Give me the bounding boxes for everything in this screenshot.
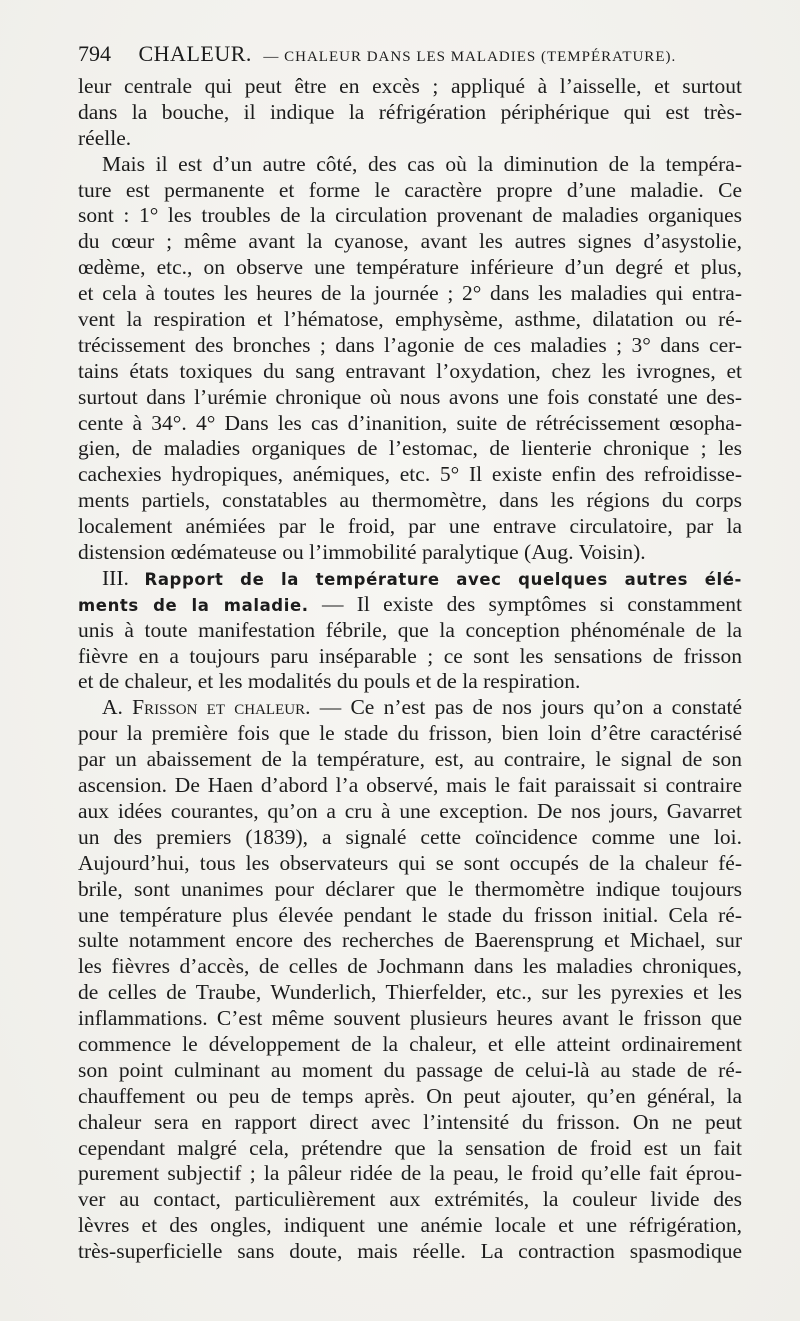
text-line: une température plus élevée pendant le stade du frisson initial. Cela ré- [78,902,742,927]
text-line: les fièvres d’accès, de celles de Jochmann dans les maladies chroniques, [78,954,742,979]
running-subhead: — CHALEUR DANS LES MALADIES (TEMPÉRATURE). [263,49,677,65]
section-title: Rapport de la température avec quelques autres élé- [144,569,742,589]
text-line: tains états toxiques du sang entravant l’oxydation, chez les ivrognes, et [78,358,742,383]
text-line: trécissement des bronches ; dans l’agonie de ces maladies ; 3° dans cer- [78,332,742,357]
text-line: ture est permanente et forme le caractère propre d’une maladie. Ce [78,177,742,202]
text-line: sont : 1° les troubles de la circulation provenant de maladies organiques [78,203,742,228]
text-line: et de chaleur, et les modalités du pouls et de la respiration. [78,669,581,694]
text-line: chauffement ou peu de temps après. On peut ajouter, qu’en général, la [78,1083,742,1108]
running-head: CHALEUR. [138,41,252,66]
subsection-text: — Ce n’est pas de nos jours qu’on a constaté [319,695,743,720]
text-line: Aujourd’hui, tous les observateurs qui se sont occupés de la chaleur fé- [78,850,742,875]
text-line: distension œdémateuse ou l’immobilité paralytique (Aug. Voisin). [78,540,646,565]
section-title-cont: ments de la maladie. [78,595,309,615]
text-line: de celles de Traube, Wunderlich, Thierfelder, etc., sur les pyrexies et les [78,980,742,1005]
text-line: cente à 34°. 4° Dans les cas d’inanition, suite de rétrécissement œsopha- [78,410,742,435]
text-line: aux idées courantes, qu’on a cru à une exception. De nos jours, Gavarret [78,798,742,823]
text-line: lèvres et des ongles, indiquent une anémie locale et une réfrigération, [78,1213,742,1238]
text-line: cependant malgré cela, prétendre que la sensation de froid est un fait [78,1135,742,1160]
section-text: — Il existe des symptômes si constamment [321,591,743,616]
text-line: et cela à toutes les heures de la journée ; 2° dans les maladies qui entra- [78,281,742,306]
text-line: son point culminant au moment du passage de celui-là au stade de ré- [78,1057,742,1082]
text-line: unis à toute manifestation fébrile, que la conception phénoménale de la [78,617,742,642]
text-line: fièvre en a toujours paru inséparable ; ce sont les sensations de frisson [78,643,742,668]
text-line: leur centrale qui peut être en excès ; appliqué à l’aisselle, et surtout [78,74,742,98]
text-line: ascension. De Haen d’abord l’a observé, mais le fait paraissait si contraire [78,773,742,798]
text-line: sulte notamment encore des recherches de Baerensprung et Michael, sur [78,928,742,953]
text-line: inflammations. C’est même souvent plusieurs heures avant le frisson que [78,1006,742,1031]
text-line: très-superficielle sans doute, mais réelle. La contraction spasmodique [78,1239,742,1264]
text-line: pour la première fois que le stade du frisson, bien loin d’être caractérisé [78,721,742,746]
text-line: commence le développement de la chaleur, et elle atteint ordinairement [78,1031,742,1056]
text-line: cachexies hydropiques, anémiques, etc. 5° Il existe enfin des refroidisse- [78,462,742,487]
text-line: dans la bouche, il indique la réfrigération périphérique qui est très- [78,99,742,124]
text-line: chaleur sera en rapport direct avec l’intensité du frisson. On ne peut [78,1109,742,1134]
text-line: ments partiels, constatables au thermomètre, dans les régions du corps [78,488,742,513]
text-line: ver au contact, particulièrement aux extrémités, la couleur livide des [78,1187,742,1212]
text-line: Mais il est d’un autre côté, des cas où la diminution de la tempéra- [102,151,742,176]
text-line: du cœur ; même avant la cyanose, avant les autres signes d’asystolie, [78,229,742,254]
text-line: un des premiers (1839), a signalé cette coïncidence comme une loi. [78,824,742,849]
text-line: localement anémiées par le froid, par une entrave circulatoire, par la [78,514,742,539]
text-line: vent la respiration et l’hématose, emphysème, asthme, dilatation ou ré- [78,307,742,332]
section-numeral: III. [102,565,129,590]
page-body [78,74,742,1265]
subsection-heading-line [78,695,742,721]
text-line: réelle. [78,125,132,150]
text-line: brile, sont unanimes pour déclarer que le thermomètre indique toujours [78,876,742,901]
page-header [78,40,738,68]
section-heading-line [78,566,742,592]
text-line: œdème, etc., on observe une température inférieure d’un degré et plus, [78,255,742,280]
subsection-label: A. Frisson et chaleur. [102,695,311,720]
text-line: purement subjectif ; la pâleur ridée de la peau, le froid qu’elle fait éprou- [78,1161,742,1186]
page-number: 794 [78,41,111,66]
text-line: gien, de maladies organiques de l’estomac, de lienterie chronique ; les [78,436,742,461]
text-line: surtout dans l’urémie chronique où nous avons une fois constaté une des- [78,384,742,409]
section-heading-line [78,592,742,618]
text-line: par un abaissement de la température, est, au contraire, le signal de son [78,747,742,772]
